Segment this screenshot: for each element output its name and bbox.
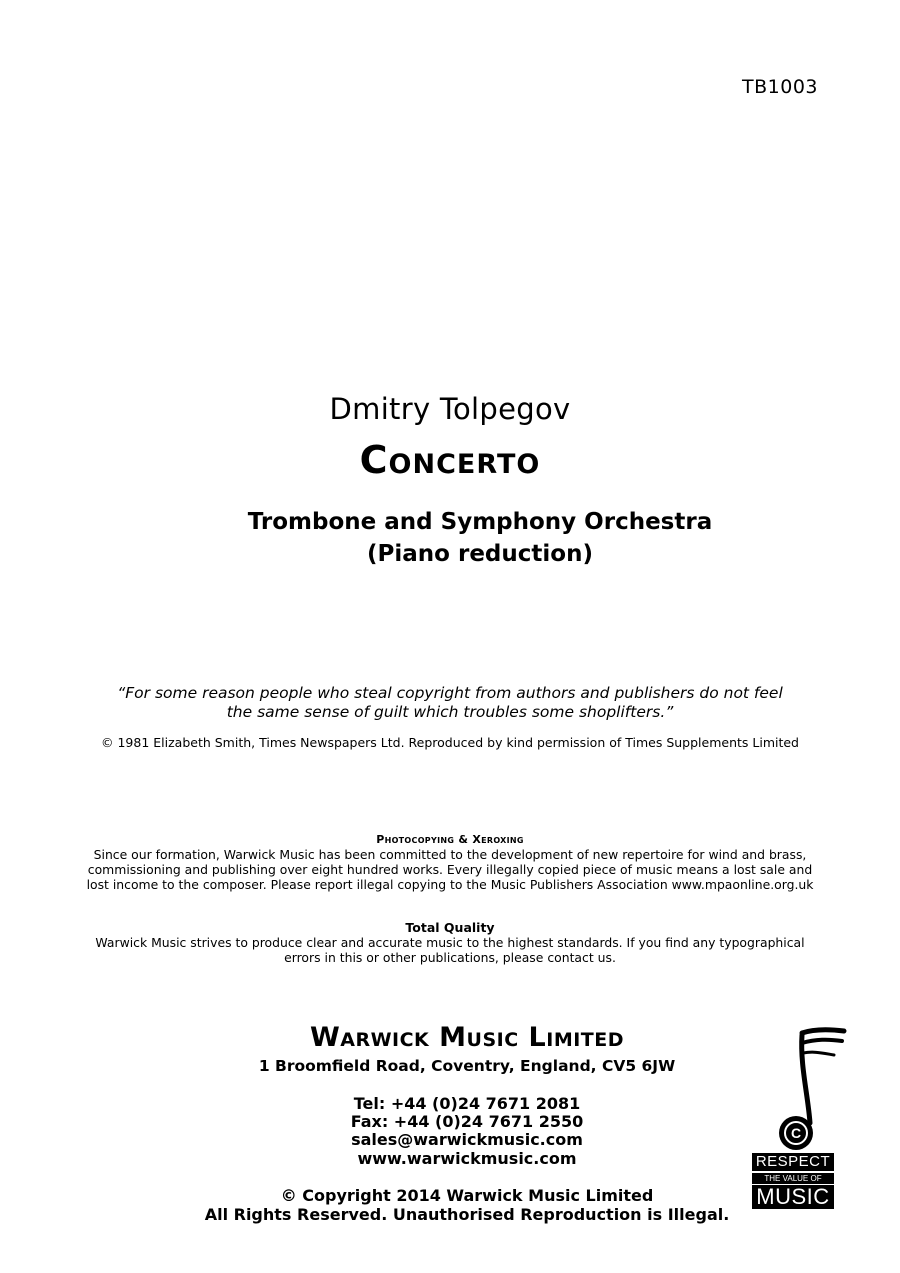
logo-music-text: MUSIC <box>752 1185 834 1209</box>
music-note-icon <box>752 1025 848 1153</box>
paragraph-line: Warwick Music strives to produce clear and accurate music to the highest standards. If you find any typographical <box>95 935 805 950</box>
rights-notice: All Rights Reserved. Unauthorised Reproduction is Illegal. <box>204 1205 730 1224</box>
svg-text:C: C <box>790 1125 802 1141</box>
total-quality-heading: Total Quality <box>405 920 495 935</box>
respect-music-logo <box>752 1025 848 1215</box>
publisher-email: sales@warwickmusic.com <box>351 1130 583 1149</box>
paragraph-line: Since our formation, Warwick Music has been committed to the development of new repertoire for wind and brass, <box>93 847 807 862</box>
copyright-notice: © Copyright 2014 Warwick Music Limited <box>280 1186 654 1205</box>
publisher-name: Warwick Music Limited <box>309 1022 625 1053</box>
logo-value-text: THE VALUE OF <box>752 1173 834 1184</box>
photocopying-text <box>0 847 900 892</box>
catalog-number: TB1003 <box>742 76 818 98</box>
work-title: Concerto <box>359 438 541 482</box>
paragraph-line: commissioning and publishing over eight hundred works. Every illegally copied piece of music means a lost sale and <box>87 862 813 877</box>
quote-credit: © 1981 Elizabeth Smith, Times Newspapers Ltd. Reproduced by kind permission of Times Supplements Limited <box>101 735 799 750</box>
quote-line: the same sense of guilt which troubles some shoplifters.” <box>226 703 674 721</box>
quote-line: “For some reason people who steal copyright from authors and publishers do not feel <box>117 684 783 702</box>
instrumentation-note: (Piano reduction) <box>367 541 593 567</box>
copyright-quote <box>0 684 900 722</box>
publisher-tel: Tel: +44 (0)24 7671 2081 <box>353 1094 581 1113</box>
paragraph-line: errors in this or other publications, please contact us. <box>284 950 616 965</box>
total-quality-text <box>0 935 900 965</box>
publisher-address: 1 Broomfield Road, Coventry, England, CV5 6JW <box>258 1057 676 1075</box>
photocopying-heading: Photocopying & Xeroxing <box>376 833 524 846</box>
logo-respect-text: RESPECT <box>752 1153 834 1171</box>
publisher-website: www.warwickmusic.com <box>357 1149 577 1168</box>
paragraph-line: lost income to the composer. Please report illegal copying to the Music Publishers Association www.mpaonline.org.uk <box>86 877 814 892</box>
publisher-fax: Fax: +44 (0)24 7671 2550 <box>350 1112 584 1131</box>
instrumentation: Trombone and Symphony Orchestra <box>247 509 713 535</box>
composer-name: Dmitry Tolpegov <box>329 392 571 426</box>
